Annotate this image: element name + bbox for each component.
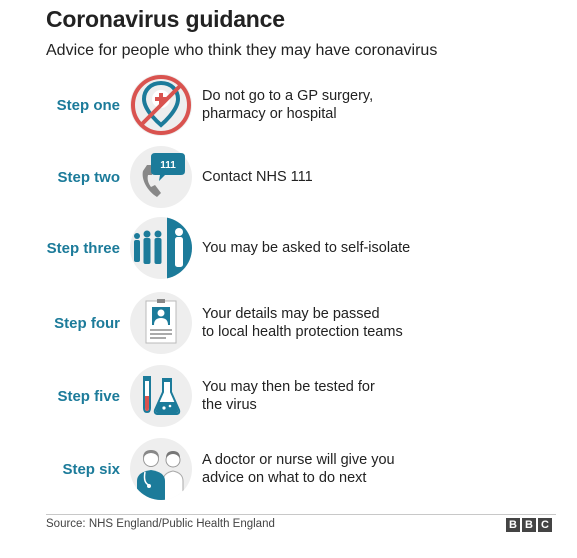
test-tubes-icon (129, 364, 193, 428)
step-description: Contact NHS 111 (202, 169, 313, 185)
step-description: You may then be tested for the virus (202, 379, 375, 413)
doctor-nurse-icon (129, 437, 193, 501)
step-description: Do not go to a GP surgery, pharmacy or hospital (202, 88, 374, 122)
step-five (0, 364, 577, 428)
step-three (0, 216, 577, 280)
step-label: Step four (54, 314, 120, 332)
step-label: Step five (57, 387, 120, 405)
step-one (0, 73, 577, 137)
bbc-logo (506, 518, 552, 532)
logo-letter: B (506, 518, 520, 532)
step-six (0, 437, 577, 501)
step-description: A doctor or nurse will give you advice on what to do next (202, 452, 395, 486)
footer-divider (46, 514, 556, 515)
no-gp-surgery-icon (129, 73, 193, 137)
badge-111: 111 (160, 160, 176, 171)
step-description: You may be asked to self-isolate (202, 240, 411, 256)
self-isolate-icon (129, 216, 193, 280)
source-note: Source: NHS England/Public Health England (46, 518, 275, 530)
step-label: Step one (56, 96, 120, 114)
page-subtitle: Advice for people who think they may have coronavirus (46, 42, 438, 59)
step-two (0, 145, 577, 209)
step-four (0, 291, 577, 355)
logo-letter: B (522, 518, 536, 532)
details-card-icon (129, 291, 193, 355)
step-description: Your details may be passed to local health protection teams (202, 306, 403, 340)
step-label: Step six (62, 460, 120, 478)
phone-111-icon (129, 145, 193, 209)
step-label: Step two (57, 168, 120, 186)
logo-letter: C (538, 518, 552, 532)
page-title: Coronavirus guidance (46, 6, 285, 32)
step-label: Step three (46, 239, 120, 257)
